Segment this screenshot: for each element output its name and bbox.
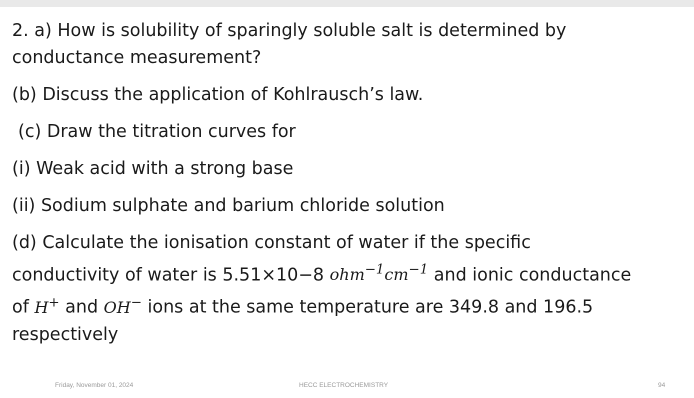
unit-cm-exponent: −1 bbox=[408, 263, 429, 278]
question-2d-line2-post: and ionic conductance bbox=[433, 265, 632, 286]
top-band bbox=[0, 0, 694, 7]
question-2a bbox=[12, 18, 692, 72]
question-2d bbox=[12, 230, 692, 349]
question-2d-line3-pre: of bbox=[12, 297, 29, 318]
question-2d-line3-mid: and bbox=[65, 297, 99, 318]
footer-page-number: 94 bbox=[658, 382, 666, 389]
slide-body bbox=[12, 18, 692, 359]
question-2c-i-text: (i) Weak acid with a strong base bbox=[12, 159, 294, 179]
question-2d-line4: respectively bbox=[12, 324, 119, 345]
unit-ohm-base: ohm bbox=[329, 265, 365, 285]
unit-ohm bbox=[330, 265, 429, 284]
unit-ohm-exponent: −1 bbox=[364, 263, 385, 278]
ion-oh-minus bbox=[103, 295, 142, 317]
ion-oh-base: OH bbox=[103, 297, 131, 317]
question-2c-i bbox=[12, 156, 692, 183]
footer-date: Friday, November 01, 2024 bbox=[55, 382, 134, 389]
slide-footer bbox=[0, 382, 694, 394]
question-2b bbox=[12, 82, 692, 109]
question-2a-line2: conductance measurement? bbox=[12, 48, 262, 68]
question-2d-line3-post: ions at the same temperature are 349.8 and 196.5 bbox=[147, 297, 594, 318]
ion-h-base: H bbox=[34, 297, 49, 317]
question-2d-line2-pre: conductivity of water is 5.51×10−8 bbox=[12, 265, 325, 286]
ion-oh-charge: − bbox=[130, 295, 142, 311]
question-2c-text: (c) Draw the titration curves for bbox=[18, 122, 296, 142]
question-2d-line1: (d) Calculate the ionisation constant of water if the specific bbox=[12, 233, 531, 253]
ion-h-plus bbox=[34, 295, 60, 317]
ion-h-charge: + bbox=[48, 295, 60, 311]
unit-cm-base: cm bbox=[384, 265, 409, 285]
question-2b-text: (b) Discuss the application of Kohlrausch’s law. bbox=[12, 85, 424, 105]
question-2a-line1: 2. a) How is solubility of sparingly soluble salt is determined by bbox=[12, 21, 567, 41]
footer-title: HECC ELECTROCHEMISTRY bbox=[299, 382, 389, 389]
question-2c-ii-text: (ii) Sodium sulphate and barium chloride solution bbox=[12, 196, 445, 216]
question-2c bbox=[12, 119, 692, 146]
question-2c-ii bbox=[12, 193, 692, 220]
